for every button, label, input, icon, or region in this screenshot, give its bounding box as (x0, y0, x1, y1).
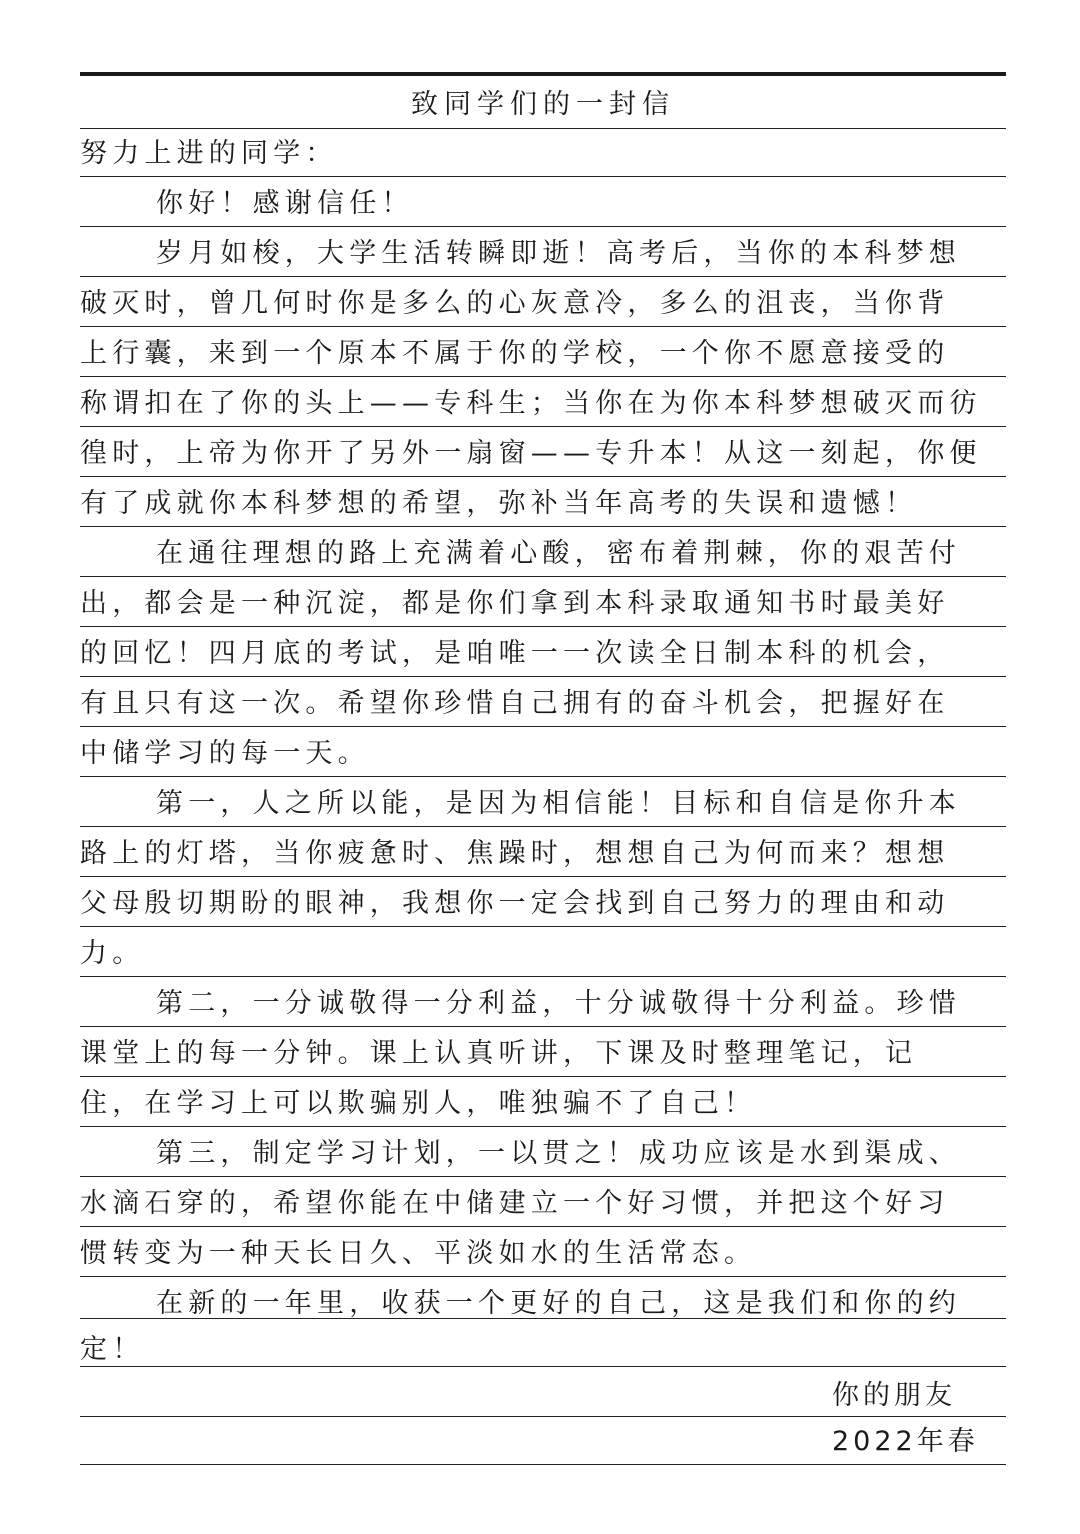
paragraph-line: 惯转变为一种天长日久、平淡如水的生活常态。 (80, 1238, 757, 1269)
paragraph-line: 岁月如梭，大学生活转瞬即逝！高考后，当你的本科梦想 (156, 238, 961, 269)
ruled-line (80, 926, 1006, 927)
ruled-line (80, 326, 1006, 327)
paragraph-line: 破灭时，曾几何时你是多么的心灰意冷，多么的沮丧，当你背 (80, 288, 950, 319)
paragraph-line: 上行囊，来到一个原本不属于你的学校，一个你不愿意接受的 (80, 338, 950, 369)
ruled-line (80, 826, 1006, 827)
ruled-line (80, 276, 1006, 277)
ruled-line (80, 1318, 1006, 1319)
ruled-line (80, 576, 1006, 577)
ruled-line (80, 1126, 1006, 1127)
ruled-line (80, 376, 1006, 377)
paragraph-line: 有且只有这一次。希望你珍惜自己拥有的奋斗机会，把握好在 (80, 688, 950, 719)
paragraph-line: 中储学习的每一天。 (80, 738, 370, 769)
signature-date: 2022年春 (832, 1426, 979, 1457)
ruled-line (80, 1416, 1006, 1417)
ruled-line (80, 1026, 1006, 1027)
paragraph-line: 的回忆！四月底的考试，是咱唯一一次读全日制本科的机会， (80, 638, 950, 669)
paragraph-line: 称谓扣在了你的头上——专科生；当你在为你本科梦想破灭而彷 (80, 388, 982, 419)
ruled-line (80, 426, 1006, 427)
ruled-line (80, 876, 1006, 877)
ruled-line (80, 626, 1006, 627)
paragraph-line: 在新的一年里，收获一个更好的自己，这是我们和你的约 (156, 1288, 961, 1319)
top-rule (80, 72, 1006, 76)
paragraph-line: 定！ (80, 1334, 145, 1365)
ruled-line (80, 1464, 1006, 1465)
paragraph-line: 在通往理想的路上充满着心酸，密布着荆棘，你的艰苦付 (156, 538, 961, 569)
ruled-line (80, 526, 1006, 527)
paragraph-line: 路上的灯塔，当你疲惫时、焦躁时，想想自己为何而来？想想 (80, 838, 950, 869)
paragraph-line: 第二，一分诚敬得一分利益，十分诚敬得十分利益。珍惜 (156, 988, 961, 1019)
ruled-line (80, 726, 1006, 727)
ruled-line (80, 128, 1006, 129)
ruled-line (80, 176, 1006, 177)
salutation: 努力上进的同学： (80, 138, 338, 169)
ruled-line (80, 776, 1006, 777)
ruled-line (80, 1176, 1006, 1177)
ruled-line (80, 976, 1006, 977)
signature-from: 你的朋友 (832, 1380, 956, 1411)
paragraph-line: 住，在学习上可以欺骗别人，唯独骗不了自己！ (80, 1088, 757, 1119)
greeting-line: 你好！感谢信任！ (156, 188, 414, 219)
paragraph-line: 有了成就你本科梦想的希望，弥补当年高考的失误和遗憾！ (80, 488, 918, 519)
paragraph-line: 出，都会是一种沉淀，都是你们拿到本科录取通知书时最美好 (80, 588, 950, 619)
ruled-line (80, 1076, 1006, 1077)
ruled-line (80, 1226, 1006, 1227)
ruled-line (80, 476, 1006, 477)
paragraph-line: 徨时，上帝为你开了另外一扇窗——专升本！从这一刻起，你便 (80, 438, 982, 469)
letter-title: 致同学们的一封信 (411, 89, 675, 120)
ruled-line (80, 1366, 1006, 1367)
paragraph-line: 父母殷切期盼的眼神，我想你一定会找到自己努力的理由和动 (80, 888, 950, 919)
paragraph-line: 第一，人之所以能，是因为相信能！目标和自信是你升本 (156, 788, 961, 819)
ruled-line (80, 226, 1006, 227)
paragraph-line: 水滴石穿的，希望你能在中储建立一个好习惯，并把这个好习 (80, 1188, 950, 1219)
paragraph-line: 第三，制定学习计划，一以贯之！成功应该是水到渠成、 (156, 1138, 961, 1169)
ruled-line (80, 1276, 1006, 1277)
ruled-line (80, 676, 1006, 677)
paragraph-line: 课堂上的每一分钟。课上认真听讲，下课及时整理笔记，记 (80, 1038, 918, 1069)
paragraph-line: 力。 (80, 938, 145, 969)
